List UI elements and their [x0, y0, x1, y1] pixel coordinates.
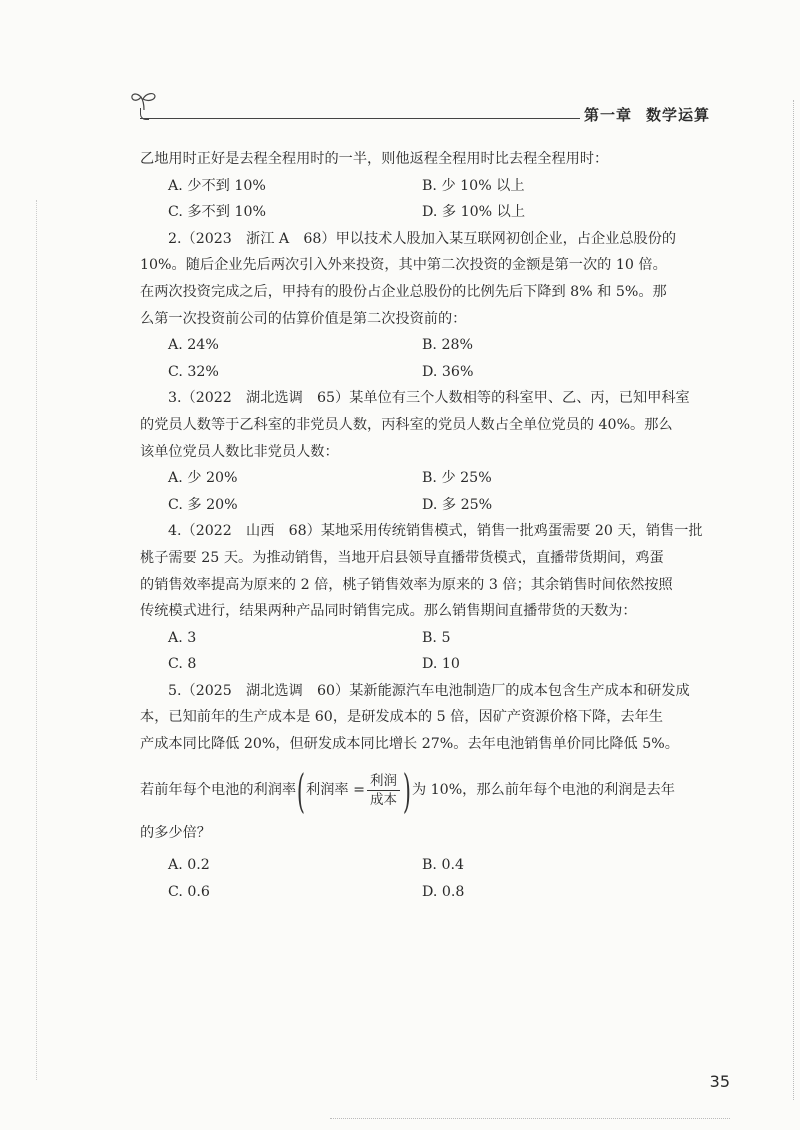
option-d: D. 0.8: [422, 883, 465, 900]
option-a: A. 3: [168, 629, 197, 646]
running-header: [584, 104, 734, 125]
chapter-label: 第一章: [584, 106, 633, 124]
question-2-line: 10%。随后企业先后两次引入外来投资，其中第二次投资的金额是第一次的 10 倍。: [140, 257, 667, 274]
options-row: [140, 492, 722, 519]
option-c: C. 8: [168, 656, 197, 673]
options-row: [140, 465, 722, 492]
options-row: [140, 651, 722, 678]
fraction-denominator: 成本: [370, 792, 397, 809]
question-3-line: 该单位党员人数比非党员人数：: [140, 443, 339, 460]
question-2-line: 么第一次投资前公司的估算价值是第二次投资前的：: [140, 310, 467, 327]
option-a: A. 24%: [168, 337, 219, 354]
fraction: [367, 772, 400, 809]
question-4-line: 4.（2022 山西 68）某地采用传统销售模式，销售一批鸡蛋需要 20 天，销售一批: [168, 523, 703, 540]
formula-text-after: 为 10%，那么前年每个电池的利润是去年: [411, 782, 675, 799]
question-3-line: 3.（2022 湖北选调 65）某单位有三个人数相等的科室甲、乙、丙，已知甲科室: [168, 390, 690, 407]
header-rule: [140, 118, 580, 119]
options-row: [140, 852, 722, 879]
option-b: B. 5: [422, 629, 451, 646]
scan-edge-artifact: [793, 100, 794, 1100]
question-4-line: 的销售效率提高为原来的 2 倍，桃子销售效率为原来的 3 倍；其余销售时间依然按照: [140, 576, 673, 593]
option-b: B. 少 25%: [422, 470, 492, 487]
option-c: C. 0.6: [168, 883, 210, 900]
option-d: D. 多 10% 以上: [422, 204, 526, 221]
option-d: D. 多 25%: [422, 496, 493, 513]
question-4-line: 传统模式进行，结果两种产品同时销售完成。那么销售期间直播带货的天数为：: [140, 603, 637, 620]
options-row: [140, 359, 722, 386]
option-a: A. 0.2: [168, 857, 210, 874]
options-row: [140, 879, 722, 906]
option-b: B. 0.4: [422, 857, 465, 874]
right-paren: ): [402, 763, 412, 818]
option-b: B. 少 10% 以上: [422, 177, 525, 194]
left-paren: (: [297, 763, 306, 818]
option-d: D. 36%: [422, 363, 474, 380]
chapter-title: 数学运算: [646, 106, 711, 124]
options-row: [140, 199, 722, 226]
option-a: A. 少不到 10%: [168, 177, 266, 194]
formula-lhs: 利润率 =: [306, 782, 365, 799]
question-2-line: 2.（2023 浙江 A 68）甲以技术人股加入某互联网初创企业，占企业总股份的: [168, 230, 677, 247]
scan-speck-artifact: [330, 1118, 730, 1119]
option-a: A. 少 20%: [168, 470, 238, 487]
formula-line: [140, 762, 722, 820]
options-row: [140, 625, 722, 652]
paragraph-line: 乙地用时正好是去程全程用时的一半，则他返程全程用时比去程全程用时：: [140, 151, 609, 167]
question-5-line: 的多少倍？: [140, 824, 211, 841]
page-content: [140, 146, 722, 905]
page-number: 35: [709, 1072, 730, 1091]
options-row: [140, 173, 722, 200]
question-3-line: 的党员人数等于乙科室的非党员人数，丙科室的党员人数占全单位党员的 40%。那么: [140, 416, 673, 433]
question-5-line: 5.（2025 湖北选调 60）某新能源汽车电池制造厂的成本包含生产成本和研发成: [168, 682, 690, 699]
question-5-line: 本，已知前年的生产成本是 60，是研发成本的 5 倍，因矿产资源价格下降，去年生: [140, 709, 663, 726]
fraction-numerator: 利润: [367, 772, 400, 791]
option-c: C. 多 20%: [168, 496, 238, 513]
question-5-line: 产成本同比降低 20%，但研发成本同比增长 27%。去年电池销售单价同比降低 5%。: [140, 736, 679, 753]
question-4-line: 桃子需要 25 天。为推动销售，当地开启县领导直播带货模式，直播带货期间，鸡蛋: [140, 549, 664, 566]
option-b: B. 28%: [422, 337, 473, 354]
option-d: D. 10: [422, 656, 460, 673]
formula-text-before: 若前年每个电池的利润率: [140, 782, 297, 799]
options-row: [140, 332, 722, 359]
option-c: C. 32%: [168, 363, 219, 380]
scan-edge-artifact: [36, 200, 37, 1080]
option-c: C. 多不到 10%: [168, 204, 266, 221]
question-2-line: 在两次投资完成之后，甲持有的股份占企业总股份的比例先后下降到 8% 和 5%。那: [140, 283, 667, 300]
